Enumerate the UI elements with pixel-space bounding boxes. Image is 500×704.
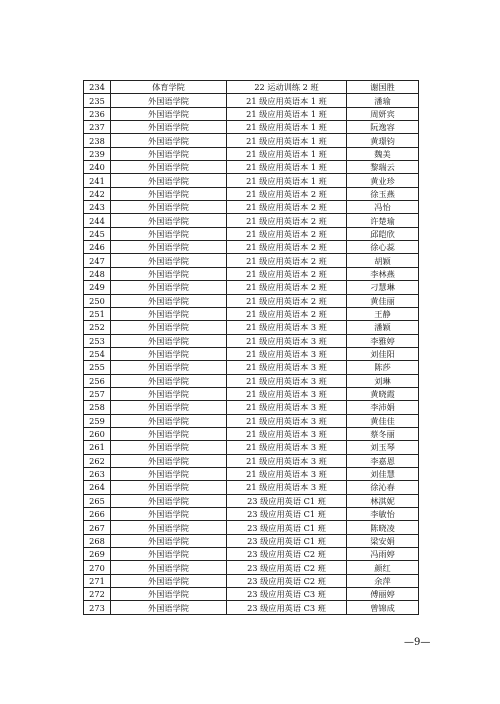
college-cell: 外国语学院 [111,387,227,400]
class-cell: 21 级应用英语本 1 班 [227,134,347,147]
student-roster-table [83,80,419,615]
college-cell: 外国语学院 [111,481,227,494]
class-cell: 23 级应用英语 C1 班 [227,508,347,521]
row-number-cell: 245 [84,227,111,240]
row-number-cell: 265 [84,494,111,507]
college-cell: 外国语学院 [111,574,227,587]
college-cell: 外国语学院 [111,467,227,480]
row-number-cell: 252 [84,321,111,334]
class-cell: 23 级应用英语 C3 班 [227,601,347,614]
student-name-cell: 黄璟钧 [347,134,419,147]
college-cell: 外国语学院 [111,334,227,347]
college-cell: 外国语学院 [111,174,227,187]
table-row [84,321,419,334]
student-name-cell: 李林燕 [347,267,419,280]
row-number-cell: 248 [84,267,111,280]
row-number-cell: 270 [84,561,111,574]
class-cell: 21 级应用英语本 3 班 [227,481,347,494]
class-cell: 21 级应用英语本 2 班 [227,307,347,320]
row-number-cell: 255 [84,361,111,374]
table-row [84,214,419,227]
table-row [84,481,419,494]
student-name-cell: 王静 [347,307,419,320]
row-number-cell: 243 [84,201,111,214]
student-name-cell: 梁安娟 [347,534,419,547]
roster-table-body [84,81,419,615]
college-cell: 外国语学院 [111,414,227,427]
table-row [84,601,419,614]
class-cell: 23 级应用英语 C1 班 [227,521,347,534]
student-name-cell: 徐沁春 [347,481,419,494]
class-cell: 21 级应用英语本 2 班 [227,254,347,267]
student-name-cell: 李敏怡 [347,508,419,521]
student-name-cell: 刘玉琴 [347,441,419,454]
row-number-cell: 263 [84,467,111,480]
college-cell: 外国语学院 [111,508,227,521]
table-row [84,401,419,414]
college-cell: 外国语学院 [111,548,227,561]
table-row [84,294,419,307]
row-number-cell: 249 [84,281,111,294]
college-cell: 外国语学院 [111,494,227,507]
student-name-cell: 李雅婷 [347,334,419,347]
table-row [84,281,419,294]
class-cell: 21 级应用英语本 3 班 [227,374,347,387]
row-number-cell: 242 [84,187,111,200]
student-name-cell: 胡颖 [347,254,419,267]
college-cell: 外国语学院 [111,267,227,280]
college-cell: 外国语学院 [111,374,227,387]
table-row [84,374,419,387]
class-cell: 23 级应用英语 C2 班 [227,548,347,561]
college-cell: 外国语学院 [111,94,227,107]
row-number-cell: 264 [84,481,111,494]
college-cell: 外国语学院 [111,254,227,267]
student-name-cell: 李沛娟 [347,401,419,414]
table-row [84,134,419,147]
student-name-cell: 曾锦成 [347,601,419,614]
table-row [84,347,419,360]
class-cell: 21 级应用英语本 2 班 [227,267,347,280]
class-cell: 23 级应用英语 C1 班 [227,534,347,547]
college-cell: 外国语学院 [111,401,227,414]
college-cell: 外国语学院 [111,134,227,147]
table-row [84,267,419,280]
class-cell: 22 运动训练 2 班 [227,81,347,94]
student-name-cell: 黄佳丽 [347,294,419,307]
college-cell: 外国语学院 [111,534,227,547]
row-number-cell: 251 [84,307,111,320]
row-number-cell: 234 [84,81,111,94]
student-name-cell: 刘佳阳 [347,347,419,360]
class-cell: 21 级应用英语本 2 班 [227,214,347,227]
table-row [84,574,419,587]
student-name-cell: 冯怡 [347,201,419,214]
row-number-cell: 260 [84,427,111,440]
class-cell: 21 级应用英语本 2 班 [227,294,347,307]
row-number-cell: 262 [84,454,111,467]
table-row [84,387,419,400]
table-row [84,121,419,134]
class-cell: 21 级应用英语本 3 班 [227,401,347,414]
college-cell: 外国语学院 [111,227,227,240]
table-row [84,494,419,507]
college-cell: 外国语学院 [111,441,227,454]
student-name-cell: 蔡冬丽 [347,427,419,440]
table-row [84,441,419,454]
class-cell: 21 级应用英语本 3 班 [227,427,347,440]
college-cell: 外国语学院 [111,147,227,160]
row-number-cell: 271 [84,574,111,587]
college-cell: 外国语学院 [111,281,227,294]
row-number-cell: 268 [84,534,111,547]
table-row [84,81,419,94]
student-name-cell: 黄佳佳 [347,414,419,427]
row-number-cell: 250 [84,294,111,307]
student-name-cell: 谢国胜 [347,81,419,94]
class-cell: 23 级应用英语 C2 班 [227,574,347,587]
student-name-cell: 余萍 [347,574,419,587]
table-row [84,227,419,240]
class-cell: 21 级应用英语本 2 班 [227,201,347,214]
student-name-cell: 颜红 [347,561,419,574]
table-row [84,561,419,574]
student-name-cell: 陈晓凌 [347,521,419,534]
college-cell: 外国语学院 [111,521,227,534]
student-name-cell: 刘佳慧 [347,467,419,480]
student-name-cell: 陈莎 [347,361,419,374]
class-cell: 21 级应用英语本 1 班 [227,121,347,134]
student-name-cell: 潘瑜 [347,94,419,107]
class-cell: 21 级应用英语本 3 班 [227,387,347,400]
row-number-cell: 246 [84,241,111,254]
student-name-cell: 黄业珍 [347,174,419,187]
table-row [84,201,419,214]
class-cell: 21 级应用英语本 3 班 [227,347,347,360]
student-name-cell: 徐心蕊 [347,241,419,254]
college-cell: 外国语学院 [111,588,227,601]
row-number-cell: 235 [84,94,111,107]
page-number: —9— [404,637,431,648]
table-row [84,161,419,174]
student-name-cell: 魏美 [347,147,419,160]
student-name-cell: 周妍宾 [347,107,419,120]
table-row [84,467,419,480]
row-number-cell: 238 [84,134,111,147]
student-name-cell: 冯雨婷 [347,548,419,561]
row-number-cell: 237 [84,121,111,134]
table-row [84,241,419,254]
row-number-cell: 253 [84,334,111,347]
class-cell: 21 级应用英语本 3 班 [227,454,347,467]
college-cell: 外国语学院 [111,427,227,440]
college-cell: 外国语学院 [111,241,227,254]
college-cell: 外国语学院 [111,321,227,334]
row-number-cell: 267 [84,521,111,534]
table-row [84,508,419,521]
class-cell: 23 级应用英语 C1 班 [227,494,347,507]
class-cell: 21 级应用英语本 1 班 [227,107,347,120]
table-row [84,254,419,267]
table-row [84,427,419,440]
class-cell: 21 级应用英语本 3 班 [227,334,347,347]
class-cell: 21 级应用英语本 3 班 [227,467,347,480]
class-cell: 21 级应用英语本 1 班 [227,161,347,174]
row-number-cell: 244 [84,214,111,227]
college-cell: 外国语学院 [111,561,227,574]
class-cell: 21 级应用英语本 3 班 [227,361,347,374]
row-number-cell: 259 [84,414,111,427]
college-cell: 外国语学院 [111,107,227,120]
table-row [84,414,419,427]
table-row [84,187,419,200]
row-number-cell: 241 [84,174,111,187]
student-name-cell: 徐玉燕 [347,187,419,200]
student-name-cell: 刘琳 [347,374,419,387]
row-number-cell: 256 [84,374,111,387]
row-number-cell: 269 [84,548,111,561]
student-name-cell: 傅丽婷 [347,588,419,601]
class-cell: 21 级应用英语本 2 班 [227,187,347,200]
student-name-cell: 许楚瑜 [347,214,419,227]
college-cell: 外国语学院 [111,187,227,200]
student-name-cell: 李嘉恩 [347,454,419,467]
student-name-cell: 阮逸容 [347,121,419,134]
row-number-cell: 266 [84,508,111,521]
student-name-cell: 刁慧琳 [347,281,419,294]
college-cell: 外国语学院 [111,454,227,467]
student-name-cell: 黄晓霞 [347,387,419,400]
class-cell: 21 级应用英语本 1 班 [227,147,347,160]
row-number-cell: 247 [84,254,111,267]
college-cell: 外国语学院 [111,121,227,134]
row-number-cell: 257 [84,387,111,400]
table-row [84,534,419,547]
college-cell: 外国语学院 [111,294,227,307]
class-cell: 21 级应用英语本 2 班 [227,281,347,294]
table-row [84,174,419,187]
class-cell: 23 级应用英语 C2 班 [227,561,347,574]
class-cell: 23 级应用英语 C3 班 [227,588,347,601]
college-cell: 外国语学院 [111,161,227,174]
class-cell: 21 级应用英语本 2 班 [227,227,347,240]
class-cell: 21 级应用英语本 1 班 [227,94,347,107]
student-name-cell: 邱皑欣 [347,227,419,240]
table-row [84,548,419,561]
row-number-cell: 258 [84,401,111,414]
table-row [84,361,419,374]
row-number-cell: 261 [84,441,111,454]
class-cell: 21 级应用英语本 3 班 [227,414,347,427]
college-cell: 外国语学院 [111,347,227,360]
class-cell: 21 级应用英语本 3 班 [227,321,347,334]
student-name-cell: 黎瑞云 [347,161,419,174]
college-cell: 外国语学院 [111,201,227,214]
college-cell: 外国语学院 [111,361,227,374]
row-number-cell: 254 [84,347,111,360]
row-number-cell: 272 [84,588,111,601]
student-name-cell: 林淇妮 [347,494,419,507]
table-row [84,107,419,120]
table-row [84,307,419,320]
table-row [84,454,419,467]
table-row [84,521,419,534]
table-row [84,334,419,347]
table-row [84,147,419,160]
table-row [84,588,419,601]
class-cell: 21 级应用英语本 1 班 [227,174,347,187]
college-cell: 体育学院 [111,81,227,94]
college-cell: 外国语学院 [111,214,227,227]
table-row [84,94,419,107]
student-name-cell: 潘颖 [347,321,419,334]
college-cell: 外国语学院 [111,601,227,614]
row-number-cell: 273 [84,601,111,614]
class-cell: 21 级应用英语本 3 班 [227,441,347,454]
row-number-cell: 240 [84,161,111,174]
row-number-cell: 239 [84,147,111,160]
college-cell: 外国语学院 [111,307,227,320]
class-cell: 21 级应用英语本 2 班 [227,241,347,254]
row-number-cell: 236 [84,107,111,120]
